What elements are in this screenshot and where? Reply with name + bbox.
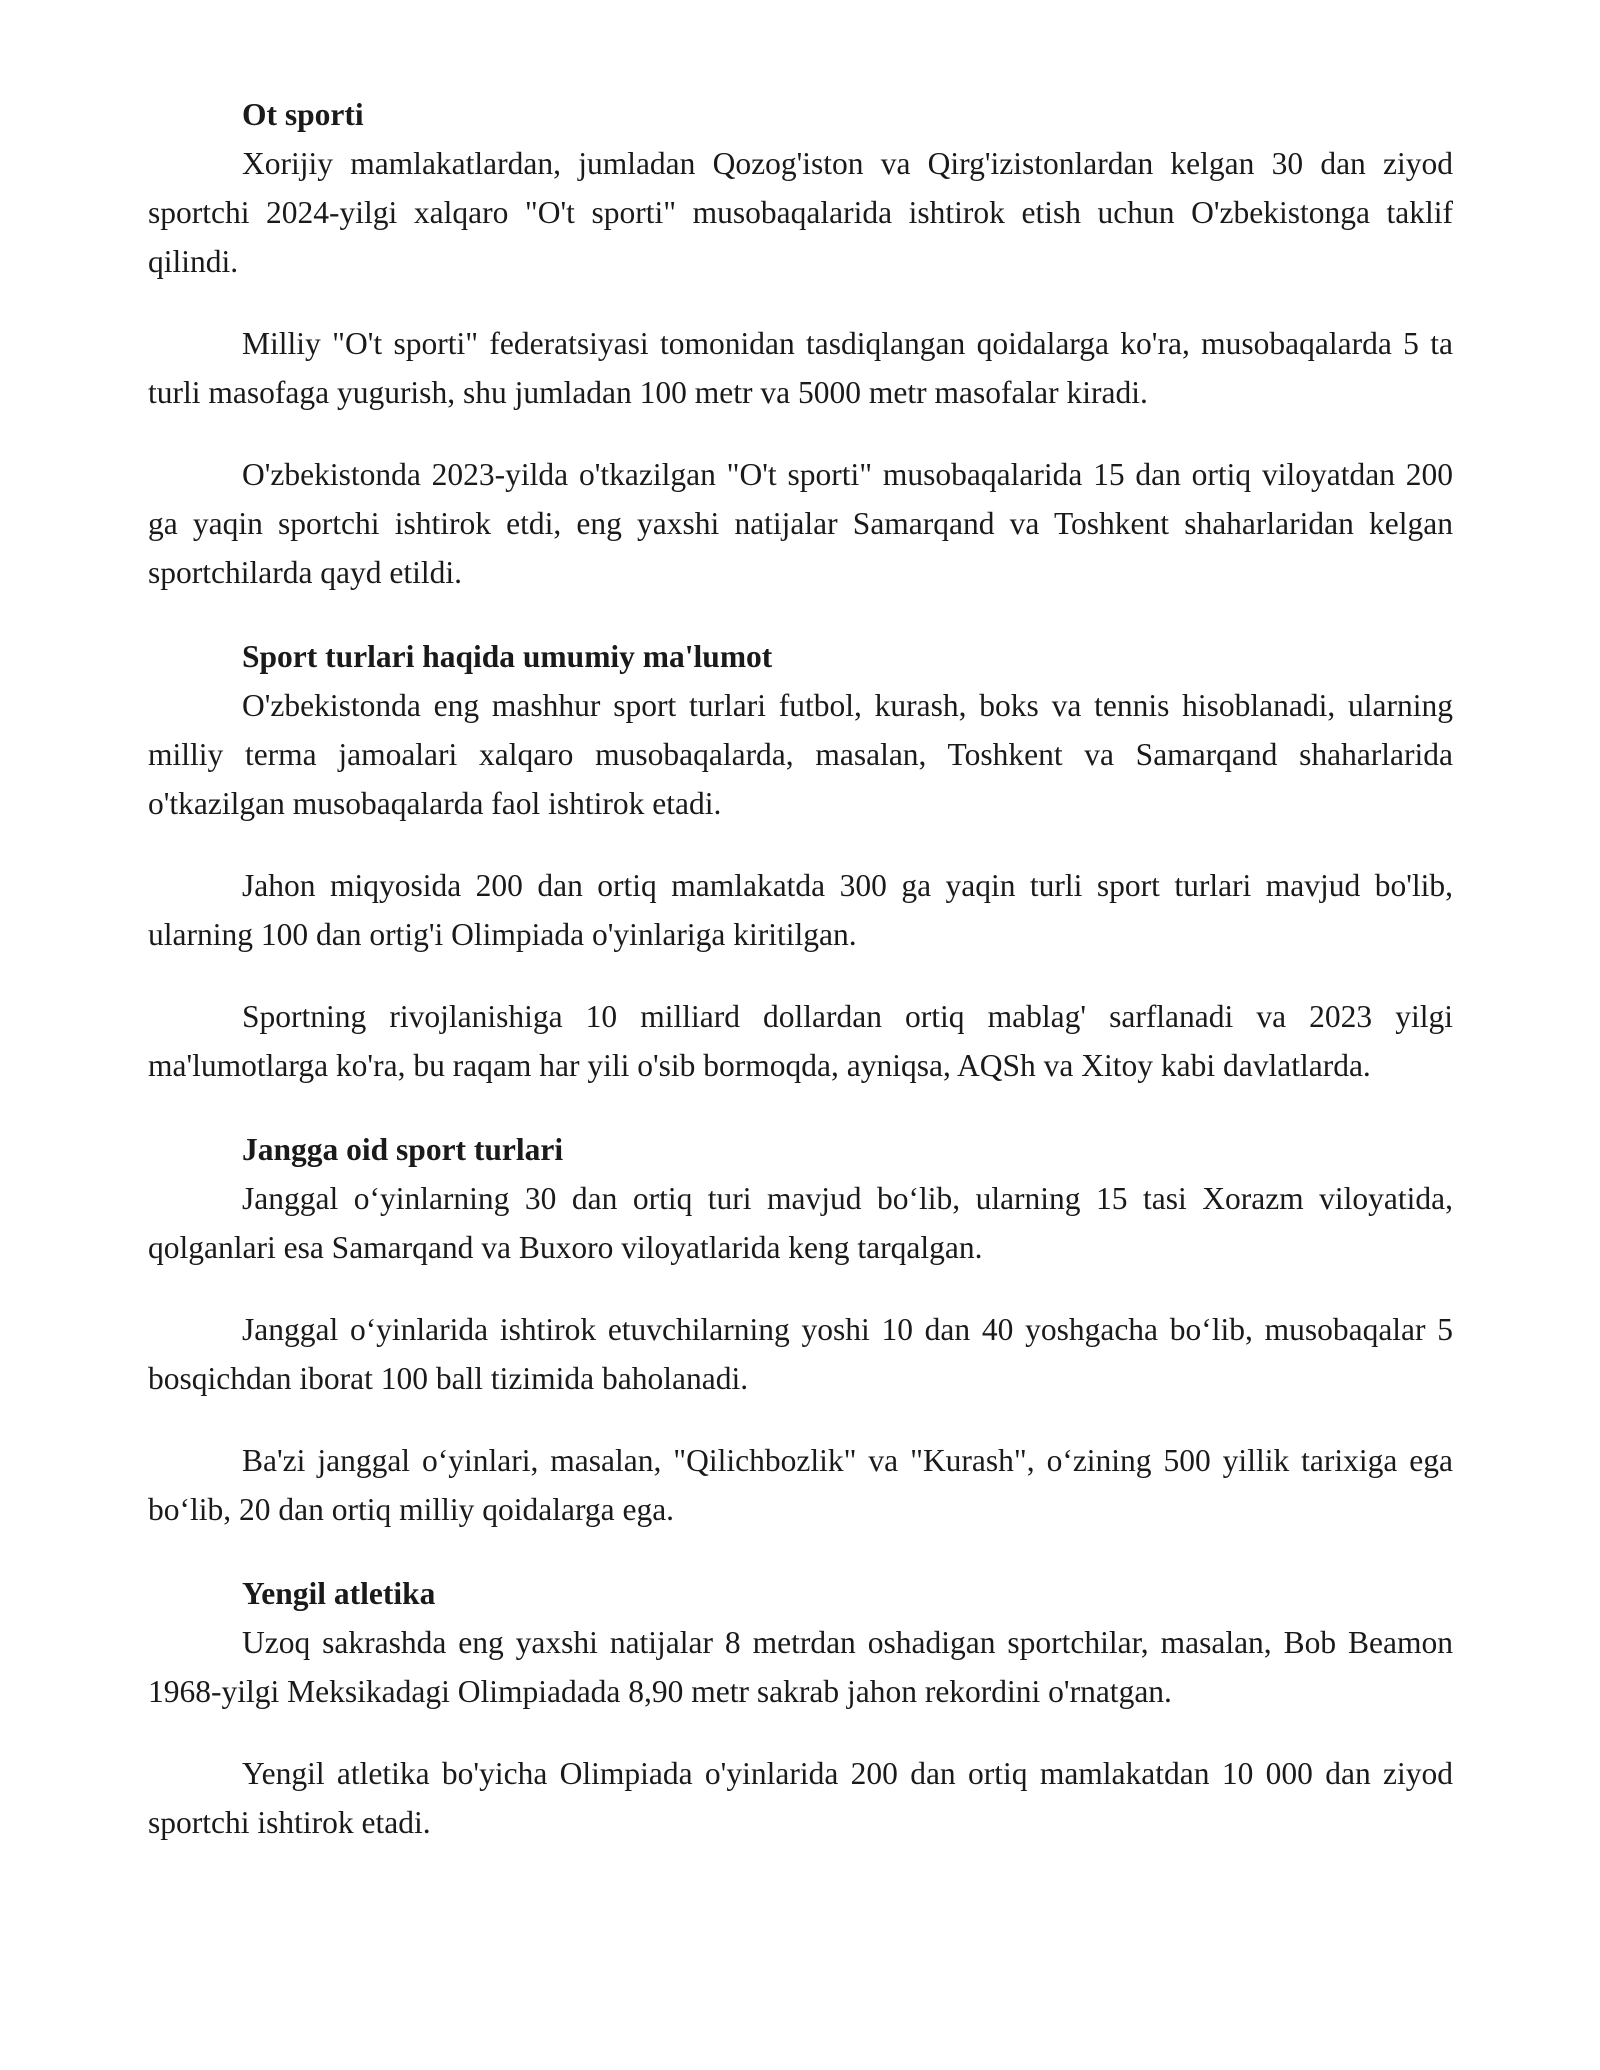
paragraph: Yengil atletika bo'yicha Olimpiada o'yinlarida 200 dan ortiq mamlakatdan 10 000 dan ziyod sportchi ishtirok etadi. (148, 1756, 1453, 1840)
paragraph: Jahon miqyosida 200 dan ortiq mamlakatda 300 ga yaqin turli sport turlari mavjud bo'lib, ularning 100 dan ortig'i Olimpiada o'yinlariga kiritilgan. (148, 868, 1453, 952)
section-ot-sporti (148, 90, 1453, 597)
document-page (148, 90, 1453, 1882)
paragraph: Sportning rivojlanishiga 10 milliard dollardan ortiq mablag' sarflanadi va 2023 yilgi ma'lumotlarga ko'ra, bu raqam har yili o'sib bormoqda, ayniqsa, AQSh va Xitoy kabi davlatlarda. (148, 999, 1453, 1083)
section-heading: Ot sporti (242, 97, 364, 132)
section-heading: Yengil atletika (242, 1576, 436, 1611)
paragraph: Uzoq sakrashda eng yaxshi natijalar 8 metrdan oshadigan sportchilar, masalan, Bob Beamon 1968-yilgi Meksikadagi Olimpiadada 8,90 metr sakrab jahon rekordini o'rnatgan. (148, 1625, 1453, 1709)
paragraph: Milliy "O't sporti" federatsiyasi tomonidan tasdiqlangan qoidalarga ko'ra, musobaqalarda 5 ta turli masofaga yugurish, shu jumladan 100 metr va 5000 metr masofalar kiradi. (148, 326, 1453, 410)
paragraph: O'zbekistonda 2023-yilda o'tkazilgan "O't sporti" musobaqalarida 15 dan ortiq viloyatdan 200 ga yaqin sportchi ishtirok etdi, eng yaxshi natijalar Samarqand va Toshkent shaharlaridan kelgan sportchilarda qayd etildi. (148, 457, 1453, 590)
section-heading: Sport turlari haqida umumiy ma'lumot (242, 639, 773, 674)
section-yengil-atletika (148, 1569, 1453, 1847)
paragraph: O'zbekistonda eng mashhur sport turlari futbol, kurash, boks va tennis hisoblanadi, ularning milliy terma jamoalari xalqaro musobaqalarda, masalan, Toshkent va Samarqand shaharlarida o'tkazilgan musobaqalarda faol ishtirok etadi. (148, 688, 1453, 821)
section-jangga-oid (148, 1125, 1453, 1534)
paragraph: Ba'zi janggal o‘yinlari, masalan, "Qilichbozlik" va "Kurash", o‘zining 500 yillik tarixiga ega bo‘lib, 20 dan ortiq milliy qoidalarga ega. (148, 1443, 1453, 1527)
paragraph: Janggal o‘yinlarida ishtirok etuvchilarning yoshi 10 dan 40 yoshgacha bo‘lib, musobaqalar 5 bosqichdan iborat 100 ball tizimida baholanadi. (148, 1312, 1453, 1396)
paragraph: Janggal o‘yinlarning 30 dan ortiq turi mavjud bo‘lib, ularning 15 tasi Xorazm viloyatida, qolganlari esa Samarqand va Buxoro viloyatlarida keng tarqalgan. (148, 1181, 1453, 1265)
section-sport-turlari (148, 632, 1453, 1090)
section-heading: Jangga oid sport turlari (242, 1132, 564, 1167)
paragraph: Xorijiy mamlakatlardan, jumladan Qozog'iston va Qirg'izistonlardan kelgan 30 dan ziyod sportchi 2024-yilgi xalqaro "O't sporti" musobaqalarida ishtirok etish uchun O'zbekistonga taklif qilindi. (148, 146, 1453, 279)
